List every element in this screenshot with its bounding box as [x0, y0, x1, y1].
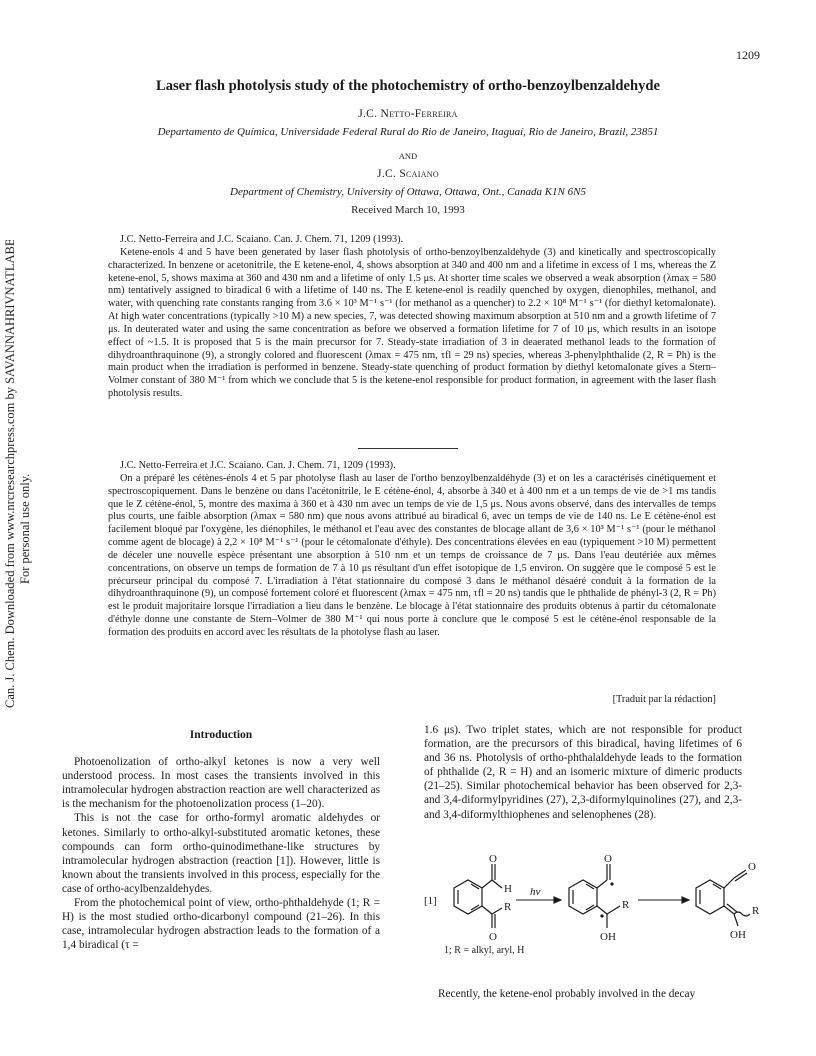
molecule-ketene-enol [696, 870, 750, 926]
intro-paragraph-3: From the photochemical point of view, ortho-phthaldehyde (1; R = H) is the most studied ortho-dicarbonyl compound (21–26). In this case, intramolecular hydrogen abstraction leads to the formation of a 1,4 biradical (τ = [62, 897, 380, 952]
left-column [62, 728, 380, 952]
abstract-en-text: Ketene-enols 4 and 5 have been generated by laser flash photolysis of ortho-benzoylbenzaldehyde (3) and kinetically and spectroscopically characterized. In benzene or acetonitrile, the E ketene-enol, 4, shows absorption at 340 and 400 nm and a lifetime in excess of 1 ms, whereas the Z ketene-enol, 5, shows maxima at 360 and 430 nm and a lifetime of only 1.5 μs. At shorter time scales we observed a weak absorption (λmax = 580 nm) tentatively assigned to biradical 6 with a lifetime of 140 ns. The E ketene-enol is readily quenched by oxygen, dienophiles, methanol, and water, with quenching rate constants ranging from 3.6 × 10³ M⁻¹ s⁻¹ (for methanol as a quencher) to 2.2 × 10⁸ M⁻¹ s⁻¹ (for diethyl ketomalonate). At high water concentrations (typically >10 M) a new species, 7, was detected showing maximum absorption at 510 nm and a growth lifetime of 7 μs. In deuterated water and using the same concentration as before we observed a formation lifetime for 7 of 10 μs, which results in an isotope effect of ~1.5. It is proposed that 5 is the main precursor for 7. Steady-state irradiation of 3 in deaerated methanol leads to the formation of dihydroanthraquinone (9), a strongly colored and fluorescent (λmax = 475 nm, τfl = 29 ns) species, whereas 3-phenylphthalide (2, R = Ph) is the main product when the irradiation is performed in benzene. Steady-state quenching of product formation by diethyl ketomalonate gives a Stern–Volmer constant of 380 M⁻¹ from which we conclude that 5 is the ketene-enol responsible for product formation, in agreement with the laser flash photolysis results. [108, 246, 716, 400]
download-watermark [0, 240, 60, 710]
author-1: J.C. Netto-Ferreira [358, 108, 458, 120]
abstract-en-citation: J.C. Netto-Ferreira and J.C. Scaiano. Can. J. Chem. 71, 1209 (1993). [120, 234, 404, 245]
abstract-fr-citation: J.C. Netto-Ferreira et J.C. Scaiano. Can. J. Chem. 71, 1209 (1993). [120, 460, 396, 471]
and-separator: AND [398, 151, 418, 161]
watermark-line-2: For personal use only. [18, 473, 32, 584]
biradical-r-group: R [622, 899, 630, 911]
affiliation-1: Departamento de Química, Universidade Federal Rural do Rio de Janeiro, Itaguaí, Rio de Janeiro, Brazil, 23851 [157, 126, 659, 138]
page-number: 1209 [736, 48, 760, 62]
mol1-oxygen-top: O [489, 853, 497, 865]
introduction-heading: Introduction [189, 729, 253, 741]
right-column [424, 723, 742, 822]
ketene-enol-hydroxyl: OH [730, 929, 746, 941]
mol1-oxygen-bottom: O [489, 931, 497, 943]
intro-paragraph-right: 1.6 μs). Two triplet states, which are not responsible for product formation, are the precursors of this biradical, having lifetimes of 6 and 36 ns. Photolysis of ortho-phthalaldehyde leads to the formation of phthalide (2, R = H) and an isomeric mixture of dimeric products (21–25). Similar photochemical behavior has been observed for 2,3- and 3,4-diformylpyridines (27), 2,3-diformylquinolines (27), and 2,3- and 3,4-diformylthiophenes and selenophenes (28). [424, 724, 742, 821]
ketene-enol-oxygen: O [748, 861, 756, 873]
scheme-label: [1] [424, 895, 437, 907]
ketene-enol-r-group: R [752, 905, 760, 917]
watermark-line-1: Can. J. Chem. Downloaded from www.nrcresearchpress.com by SAVANNAHRIVNATLABBF on 11/12/14 [3, 240, 17, 708]
abstract-divider [358, 448, 458, 449]
affiliation-2: Department of Chemistry, University of Ottawa, Ottawa, Ont., Canada K1N 6N5 [230, 186, 586, 198]
abstract-french [108, 460, 716, 640]
molecule-biradical [569, 864, 620, 928]
biradical-hydroxyl: OH [600, 931, 616, 943]
hv-label: hν [530, 886, 541, 898]
received-date: Received March 10, 1993 [351, 204, 465, 216]
abstract-english [108, 234, 716, 401]
author-2: J.C. Scaiano [377, 168, 439, 180]
scheme-caption: 1; R = alkyl, aryl, H [444, 945, 525, 956]
intro-paragraph-1: Photoenolization of ortho-alkyl ketones is now a very well understood process. In most cases the transients involved in this intramolecular hydrogen abstraction reaction are well characterized as is the mechanism for the photoenolization process (1–20). [62, 756, 380, 811]
mol1-hydrogen: H [504, 883, 512, 895]
abstract-fr-text: On a préparé les cétènes-énols 4 et 5 par photolyse flash au laser de l'ortho benzoylbenzaldéhyde (3) et on les a caractérisés cinétiquement et spectroscopiquement. Dans le benzène ou dans l'acétonitrile, le E cétène-énol, 4, absorbe à 340 et à 400 nm et a un temps de vie de >1 ms tandis que le Z cétène-énol, 5, montre des maxima à 360 et à 430 nm avec un temps de vie de 1,5 μs. Nous avons observé, dans des intervalles de temps plus courts, une faible absorption (λmax = 580 nm) que nous avons attribué au biradical 6, avec un temps de vie de 140 ns. Le E cétène-énol est facilement bloqué par l'oxygène, les diénophiles, le méthanol et l'eau avec des constantes de blocage allant de 3,6 × 10³ M⁻¹ s⁻¹ (pour le méthanol comme agent de blocage) à 2,2 × 10⁸ M⁻¹ s⁻¹ (pour le cétomalonate d'éthyle). Des concentrations élevées en eau (typiquement >10 M) permettent de déceler une nouvelle espèce présentant une absorption à 510 nm et un temps de croissance de 7 μs. Dans l'eau deutériée aux mêmes concentrations, on observe un temps de formation de 7 à 10 μs résultant d'un effet isotopique de 1,5 environ. On suggère que le composé 5 est le précurseur principal du composé 7. L'irradiation à l'état stationnaire du composé 3 dans le méthanol désaéré conduit à la formation de la dihydroanthraquinone (9), un composé fortement coloré et fluorescent (λmax = 475 nm, τfl = 20 ns) tandis que le phthalide de phényl-3 (2, R = Ph) est le produit majoritaire lorsque l'irradiation a lieu dans le benzène. Le blocage à l'état stationnaire des produits obtenus à partir du cétomalonate d'éthyle donne une constante de Stern–Volmer de 380 M⁻¹ qui nous porte à conclure que le composé 5 est le cétène-énol responsable de la formation des produits en accord avec les résultats de la photolyse flash au laser. [108, 472, 716, 638]
reaction-arrow [638, 897, 689, 903]
recently-paragraph: Recently, the ketene-enol probably involved in the decay [438, 988, 696, 1000]
radical-dot-1 [610, 882, 613, 885]
molecule-1 [454, 864, 502, 928]
biradical-oxygen: O [604, 853, 612, 865]
intro-paragraph-2: This is not the case for ortho-formyl aromatic aldehydes or ketones. Similarly to ortho-alkyl-substituted aromatic ketones, these compounds can form ortho-quinodimethane-like structures by intramolecular hydrogen abstraction (reaction [1]). However, little is known about the transients involved in this process, especially for the case of ortho-acylbenzaldehydes. [62, 812, 380, 895]
mol1-r-group: R [504, 901, 512, 913]
translation-note: [Traduit par la rédaction] [612, 694, 716, 705]
radical-dot-2 [600, 914, 603, 917]
article-title: Laser flash photolysis study of the photochemistry of ortho-benzoylbenzaldehyde [155, 78, 661, 94]
